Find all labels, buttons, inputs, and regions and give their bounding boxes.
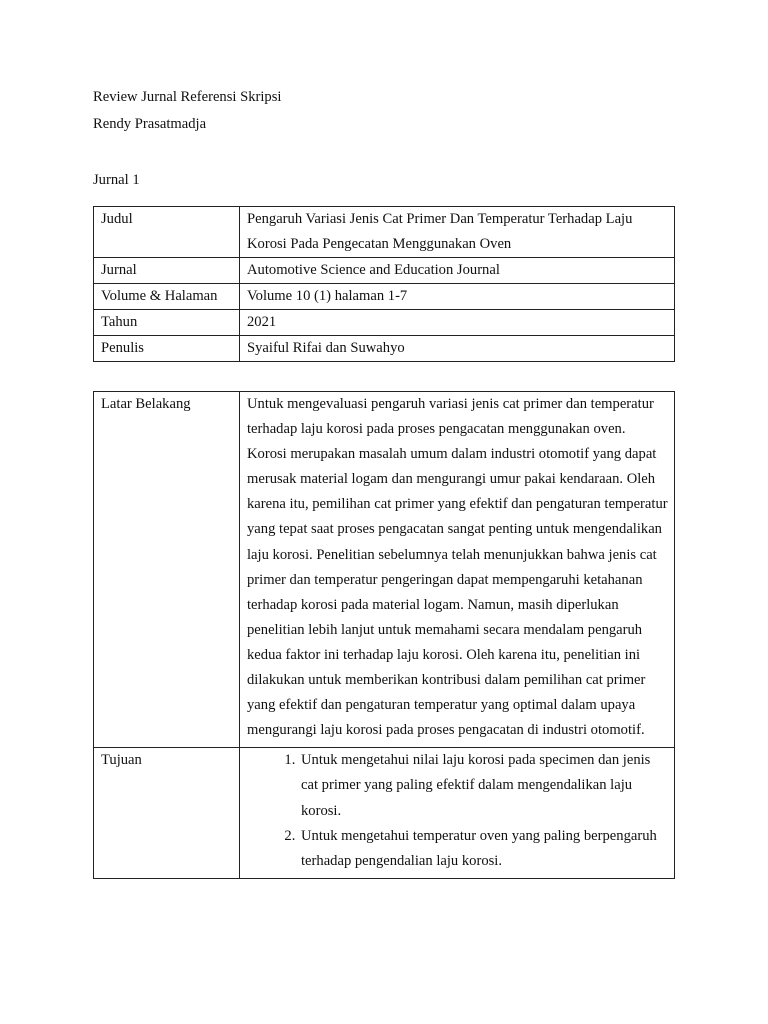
background-text: Untuk mengevaluasi pengaruh variasi jenis cat primer dan temperatur terhadap laju korosi pada proses pengacatan menggunakan oven. Korosi merupakan masalah umum dalam industri otomotif yang dapat merusak material logam dan mengurangi umur pakai kendaraan. Oleh karena itu, pemilihan cat primer yang efektif dan pengaturan temperatur yang tepat saat proses pengacatan sangat penting untuk mengendalikan laju korosi. Penelitian sebelumnya telah menunjukkan bahwa jenis cat primer dan temperatur pengeringan dapat mempengaruhi ketahanan terhadap korosi pada material logam. Namun, masih diperlukan penelitian lebih lanjut untuk memahami secara mendalam pengaruh kedua faktor ini terhadap laju korosi. Oleh karena itu, penelitian ini dilakukan untuk memberikan kontribusi dalam pemilihan cat primer yang efektif dan pengaturan temperatur yang optimal dalam upaya mengurangi laju korosi pada proses pengacatan di industri otomotif. — [240, 392, 675, 748]
author-name: Rendy Prasatmadja — [93, 116, 207, 132]
info-label-penulis: Penulis — [94, 336, 240, 362]
objectives-list — [247, 748, 668, 873]
list-item: 1. Untuk mengetahui nilai laju korosi pada specimen dan jenis cat primer yang paling efektif dalam mengendalikan laju korosi. — [299, 748, 668, 823]
info-label-volume: Volume & Halaman — [94, 284, 240, 310]
info-value-jurnal: Automotive Science and Education Journal — [240, 258, 675, 284]
table-row — [94, 748, 675, 878]
objectives-cell — [240, 748, 675, 878]
section-heading: Jurnal 1 — [93, 172, 140, 188]
info-label-tahun: Tahun — [94, 310, 240, 336]
info-value-judul: Pengaruh Variasi Jenis Cat Primer Dan Temperatur Terhadap Laju Korosi Pada Pengecatan Menggunakan Oven — [240, 207, 675, 258]
objectives-label: Tujuan — [94, 748, 240, 878]
list-item: 2. Untuk mengetahui temperatur oven yang paling berpengaruh terhadap pengendalian laju korosi. — [299, 824, 668, 874]
table-row — [94, 207, 675, 258]
table-row — [94, 258, 675, 284]
info-value-penulis: Syaiful Rifai dan Suwahyo — [240, 336, 675, 362]
info-label-jurnal: Jurnal — [94, 258, 240, 284]
info-value-volume: Volume 10 (1) halaman 1-7 — [240, 284, 675, 310]
journal-info-table — [93, 206, 675, 362]
table-row — [94, 336, 675, 362]
journal-detail-table — [93, 391, 675, 879]
table-row — [94, 310, 675, 336]
background-label: Latar Belakang — [94, 392, 240, 748]
table-row — [94, 284, 675, 310]
info-value-tahun: 2021 — [240, 310, 675, 336]
info-label-judul: Judul — [94, 207, 240, 258]
document-title: Review Jurnal Referensi Skripsi — [93, 89, 282, 105]
table-row — [94, 392, 675, 748]
